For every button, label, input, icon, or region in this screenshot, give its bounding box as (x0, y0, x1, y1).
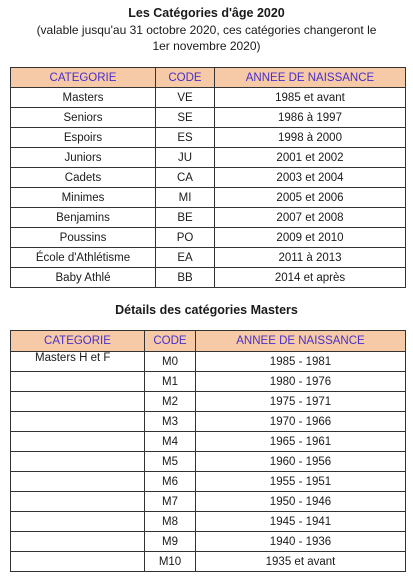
age-categories-table (10, 67, 406, 288)
table-row (11, 472, 406, 492)
table-row (11, 392, 406, 412)
code-cell: ES (156, 128, 215, 148)
birth-year-cell: 2003 et 2004 (215, 168, 406, 188)
table-row (11, 372, 406, 392)
empty-category-cell (11, 492, 145, 512)
code-cell: M10 (145, 552, 196, 572)
birth-year-cell: 1955 - 1951 (196, 472, 406, 492)
table-row (11, 452, 406, 472)
column-header-categorie: CATEGORIE (11, 68, 156, 88)
column-header-code: CODE (145, 331, 196, 352)
birth-year-cell: 2009 et 2010 (215, 228, 406, 248)
code-cell: BE (156, 208, 215, 228)
table-row (11, 188, 406, 208)
category-cell: Baby Athlé (11, 268, 156, 288)
category-cell: Juniors (11, 148, 156, 168)
table-row (11, 532, 406, 552)
table-row (11, 148, 406, 168)
birth-year-cell: 1985 - 1981 (196, 352, 406, 372)
birth-year-cell: 2007 et 2008 (215, 208, 406, 228)
table-row (11, 128, 406, 148)
empty-category-cell (11, 452, 145, 472)
table-row (11, 552, 406, 572)
table-row (11, 208, 406, 228)
page-subtitle-line-2: 1er novembre 2020) (152, 39, 261, 53)
column-header-annee: ANNEE DE NAISSANCE (215, 68, 406, 88)
masters-categories-table (10, 330, 406, 572)
empty-category-cell (11, 552, 145, 572)
code-cell: M4 (145, 432, 196, 452)
code-cell: BB (156, 268, 215, 288)
empty-category-cell (11, 432, 145, 452)
birth-year-cell: 2005 et 2006 (215, 188, 406, 208)
table-row (11, 492, 406, 512)
code-cell: M5 (145, 452, 196, 472)
page-title: Les Catégories d'âge 2020 (128, 6, 285, 20)
code-cell: M2 (145, 392, 196, 412)
code-cell: PO (156, 228, 215, 248)
birth-year-cell: 1970 - 1966 (196, 412, 406, 432)
empty-category-cell (11, 372, 145, 392)
column-header-code: CODE (156, 68, 215, 88)
category-cell: Poussins (11, 228, 156, 248)
table-header-row (11, 68, 406, 88)
category-cell: Cadets (11, 168, 156, 188)
birth-year-cell: 2014 et après (215, 268, 406, 288)
code-cell: VE (156, 88, 215, 108)
table-row (11, 168, 406, 188)
birth-year-cell: 1960 - 1956 (196, 452, 406, 472)
table-row (11, 108, 406, 128)
category-cell: Benjamins (11, 208, 156, 228)
column-header-categorie: CATEGORIE (11, 331, 145, 352)
code-cell: EA (156, 248, 215, 268)
table-row (11, 352, 406, 372)
birth-year-cell: 1945 - 1941 (196, 512, 406, 532)
code-cell: M6 (145, 472, 196, 492)
category-cell: Minimes (11, 188, 156, 208)
empty-category-cell (11, 392, 145, 412)
table-row (11, 88, 406, 108)
code-cell: JU (156, 148, 215, 168)
code-cell: M9 (145, 532, 196, 552)
code-cell: M0 (145, 352, 196, 372)
birth-year-cell: 1940 - 1936 (196, 532, 406, 552)
empty-category-cell (11, 532, 145, 552)
category-cell: Masters (11, 88, 156, 108)
code-cell: MI (156, 188, 215, 208)
code-cell: SE (156, 108, 215, 128)
birth-year-cell: 1998 à 2000 (215, 128, 406, 148)
birth-year-cell: 1935 et avant (196, 552, 406, 572)
code-cell: M1 (145, 372, 196, 392)
masters-section-title: Détails des catégories Masters (115, 303, 298, 317)
code-cell: CA (156, 168, 215, 188)
table-row (11, 248, 406, 268)
category-cell: Seniors (11, 108, 156, 128)
table-row (11, 512, 406, 532)
table-row (11, 268, 406, 288)
birth-year-cell: 1975 - 1971 (196, 392, 406, 412)
birth-year-cell: 1980 - 1976 (196, 372, 406, 392)
category-cell: Espoirs (11, 128, 156, 148)
birth-year-cell: 1985 et avant (215, 88, 406, 108)
page-subtitle-line-1: (valable jusqu'au 31 octobre 2020, ces catégories changeront le (36, 23, 377, 37)
empty-category-cell (11, 512, 145, 532)
empty-category-cell (11, 412, 145, 432)
column-header-annee: ANNEE DE NAISSANCE (196, 331, 406, 352)
code-cell: M7 (145, 492, 196, 512)
empty-category-cell (11, 472, 145, 492)
table-header-row (11, 331, 406, 352)
table-row (11, 412, 406, 432)
birth-year-cell: 1986 à 1997 (215, 108, 406, 128)
birth-year-cell: 2011 à 2013 (215, 248, 406, 268)
birth-year-cell: 2001 et 2002 (215, 148, 406, 168)
category-cell: Masters H et F (11, 352, 145, 372)
code-cell: M8 (145, 512, 196, 532)
code-cell: M3 (145, 412, 196, 432)
birth-year-cell: 1950 - 1946 (196, 492, 406, 512)
table-row (11, 432, 406, 452)
birth-year-cell: 1965 - 1961 (196, 432, 406, 452)
table-row (11, 228, 406, 248)
category-cell: École d'Athlétisme (11, 248, 156, 268)
